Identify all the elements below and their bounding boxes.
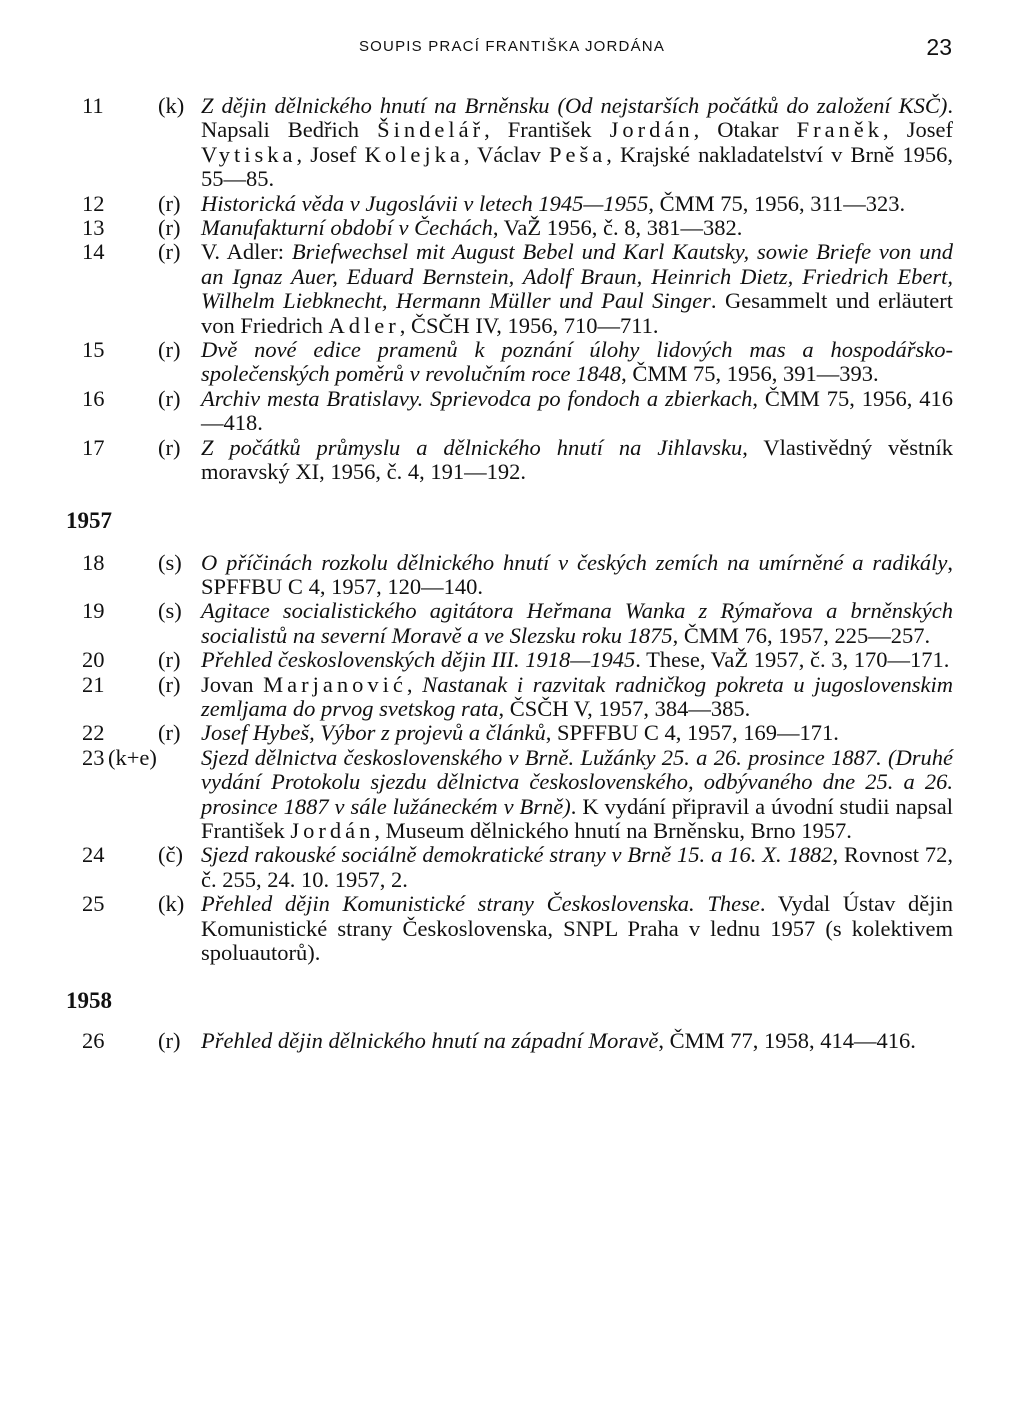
entry-text <box>201 892 953 965</box>
entry-number: 19 <box>82 598 105 624</box>
author-name: Jordán <box>290 817 375 843</box>
entry-number: 17 <box>82 434 105 460</box>
entry-text <box>201 387 953 436</box>
author-name: Franěk <box>796 117 884 143</box>
entry-type: (r) <box>158 337 181 363</box>
title-text: Nastanak i razvitak radničkog pokreta u jugoslovenskim zemljama do prvog svetskog rata <box>201 671 954 721</box>
entry-number: 12 <box>82 190 105 216</box>
citation-text: , Krajské nakladatelství v Brně 1956, 55—85. <box>201 141 954 192</box>
citation-text: , Rovnost 72, č. 255, 24. 10. 1957, 2. <box>201 842 954 892</box>
bibliography-entry <box>0 94 1024 192</box>
bibliography-entry <box>0 746 1024 844</box>
author-name: Marjanović <box>263 671 407 697</box>
entry-type: (r) <box>158 647 181 673</box>
running-title: SOUPIS PRACÍ FRANTIŠKA JORDÁNA <box>358 38 666 55</box>
bibliography-entry <box>0 843 1024 892</box>
citation-text: , <box>406 671 423 697</box>
citation-text: , František <box>484 117 610 143</box>
author-name: Jordán <box>609 117 694 143</box>
citation-text: , ČMM 77, 1958, 414—416. <box>658 1028 916 1054</box>
title-text: Agitace socialistického agitátora Heřmana Wanka z Rýmařova a brněnských socialistů na severní Moravě a ve Slezsku roku 1875 <box>201 598 953 648</box>
citation-text: , Otakar <box>693 117 797 143</box>
entry-text <box>201 843 953 892</box>
title-text: Přehled dějin dělnického hnutí na západní Moravě <box>201 1028 659 1054</box>
title-text: Z počátků průmyslu a dělnického hnutí na Jihlavsku <box>201 434 743 460</box>
bibliography-entry <box>0 240 1024 338</box>
citation-text: , VaŽ 1956, č. 8, 381—382. <box>492 215 743 241</box>
entry-text <box>201 436 953 485</box>
citation-text: Jovan <box>201 671 264 697</box>
citation-text: . Gesammelt und erläutert von Friedrich <box>201 288 954 338</box>
author-name: Adler <box>328 312 400 338</box>
citation-text: , ČMM 75, 1956, 311—323. <box>648 190 906 216</box>
entry-type: (č) <box>158 842 183 868</box>
title-text: Historická věda v Jugoslávii v letech 1945—1955 <box>201 190 649 216</box>
entry-number: 18 <box>82 549 105 575</box>
title-text: Přehled československých dějin III. 1918—1945 <box>201 647 636 673</box>
bibliography-entry <box>0 988 1024 1054</box>
entry-number: 23 <box>82 744 105 770</box>
citation-text: , ČSČH IV, 1956, 710—711. <box>399 312 659 338</box>
entry-number: 20 <box>82 647 105 673</box>
entry-type: (r) <box>158 434 181 460</box>
entry-number: 13 <box>82 215 105 241</box>
author-name: Kolejka <box>364 141 464 167</box>
bibliography-entry <box>0 648 1024 672</box>
citation-text: , Josef <box>296 141 365 167</box>
citation-text: , SPFFBU C 4, 1957, 169—171. <box>545 720 839 746</box>
page-header <box>0 34 1024 64</box>
year-heading: 1958 <box>66 988 112 1014</box>
title-text: Manufakturní období v Čechách <box>201 215 493 241</box>
entry-type: (k) <box>158 891 185 917</box>
author-name: Vytiska <box>201 141 297 167</box>
title-text: Dvě nové edice pramenů k poznání úlohy lidových mas a hospodářsko-společenských poměrů v revolučním roce 1848 <box>201 337 953 387</box>
entry-text <box>201 94 953 192</box>
entry-type: (k) <box>158 93 185 118</box>
entry-text <box>201 599 953 648</box>
entry-text <box>201 240 953 338</box>
entry-text <box>201 216 953 240</box>
citation-text: , Museum dělnického hnutí na Brněnsku, Brno 1957. <box>374 817 852 843</box>
bibliography-entry <box>0 599 1024 648</box>
entry-text <box>201 673 953 722</box>
citation-text: , Josef <box>883 117 953 143</box>
entry-text <box>201 338 953 387</box>
title-text: Přehled dějin Komunistické strany Československa. These <box>201 891 760 917</box>
bibliography-entry <box>0 892 1024 965</box>
citation-text: , ČMM 76, 1957, 225—257. <box>672 622 931 648</box>
citation-text: . Vydal Ústav dějin Komunistické strany Československa, SNPL Praha v lednu 1957 (s kolektivem spoluautorů). <box>201 891 953 965</box>
bibliography-entry <box>0 338 1024 387</box>
citation-text: , ČSČH V, 1957, 384—385. <box>498 695 751 721</box>
entry-type: (s) <box>158 549 182 575</box>
bibliography-list <box>0 94 1024 1054</box>
entry-text <box>201 721 953 745</box>
author-name: Peša <box>549 141 607 167</box>
bibliography-entry <box>0 507 1024 600</box>
entry-number: 11 <box>82 93 104 118</box>
entry-type: (r) <box>158 1028 181 1054</box>
entry-type: (r) <box>158 239 181 265</box>
entry-number: 24 <box>82 842 105 868</box>
entry-number: 14 <box>82 239 105 265</box>
entry-type: (r) <box>158 215 181 241</box>
title-text: Briefwechsel mit August Bebel und Karl Kautsky, sowie Briefe von und an Ignaz Auer, Eduard Bernstein, Adolf Braun, Heinrich Dietz, Friedrich Ebert, Wilhelm Liebknecht, Hermann Müller und Paul Singer <box>201 239 953 314</box>
page-number: 23 <box>926 34 952 60</box>
entry-type: (k+e) <box>108 744 157 770</box>
title-text: Archiv mesta Bratislavy. Sprievodca po fondoch a zbierkach <box>201 385 753 411</box>
entry-number: 25 <box>82 891 105 917</box>
year-heading: 1957 <box>66 507 112 533</box>
bibliography-entry <box>0 436 1024 485</box>
entry-number: 26 <box>82 1028 105 1054</box>
entry-type: (r) <box>158 190 181 216</box>
entry-text <box>201 1029 953 1053</box>
entry-type: (r) <box>158 720 181 746</box>
entry-number: 22 <box>82 720 105 746</box>
bibliography-entry <box>0 721 1024 745</box>
title-text: Z dějin dělnického hnutí na Brněnsku (Od nejstarších počátků do založení KSČ) <box>201 93 948 118</box>
entry-type: (r) <box>158 385 181 411</box>
citation-text: , Václav <box>463 141 550 167</box>
entry-text <box>201 648 953 672</box>
entry-text <box>201 192 953 216</box>
citation-text: V. Adler: <box>201 239 292 265</box>
entry-type: (r) <box>158 671 181 697</box>
bibliography-entry <box>0 216 1024 240</box>
citation-text: . K vydání připravil a úvodní studii napsal František <box>201 793 953 843</box>
citation-text: , ČMM 75, 1956, 416—418. <box>201 385 953 436</box>
entry-type: (s) <box>158 598 182 624</box>
title-text: O příčinách rozkolu dělnického hnutí v českých zemích na umírněné a radikály <box>201 549 948 575</box>
title-text: . (Druhé vydání Protokolu sjezdu dělnictva československého, odbývaného dne 25. a 26. prosince 1887 v sále lužáneckém v Brně) <box>201 744 953 819</box>
citation-text: . These, VaŽ 1957, č. 3, 170—171. <box>635 647 950 673</box>
title-text: Sjezd dělnictva československého v Brně. Lužánky 25. a 26. prosince 1887 <box>201 744 877 770</box>
citation-text: , SPFFBU C 4, 1957, 120—140. <box>201 549 953 599</box>
citation-text: . Napsali Bedřich <box>201 93 953 143</box>
entry-text <box>201 746 953 844</box>
author-name: Šindelář <box>377 117 485 143</box>
bibliography-entry <box>0 387 1024 436</box>
bibliography-entry <box>0 673 1024 722</box>
entry-number: 15 <box>82 337 105 363</box>
entry-number: 21 <box>82 671 105 697</box>
title-text: Sjezd rakouské sociálně demokratické strany v Brně 15. a 16. X. 1882 <box>201 842 833 868</box>
citation-text: , Vlastivědný věstník moravský XI, 1956, č. 4, 191—192. <box>201 434 954 485</box>
citation-text: , ČMM 75, 1956, 391—393. <box>621 361 879 387</box>
entry-number: 16 <box>82 385 105 411</box>
entry-text <box>201 551 953 600</box>
bibliography-entry <box>0 192 1024 216</box>
title-text: Josef Hybeš, Výbor z projevů a článků <box>201 720 546 746</box>
